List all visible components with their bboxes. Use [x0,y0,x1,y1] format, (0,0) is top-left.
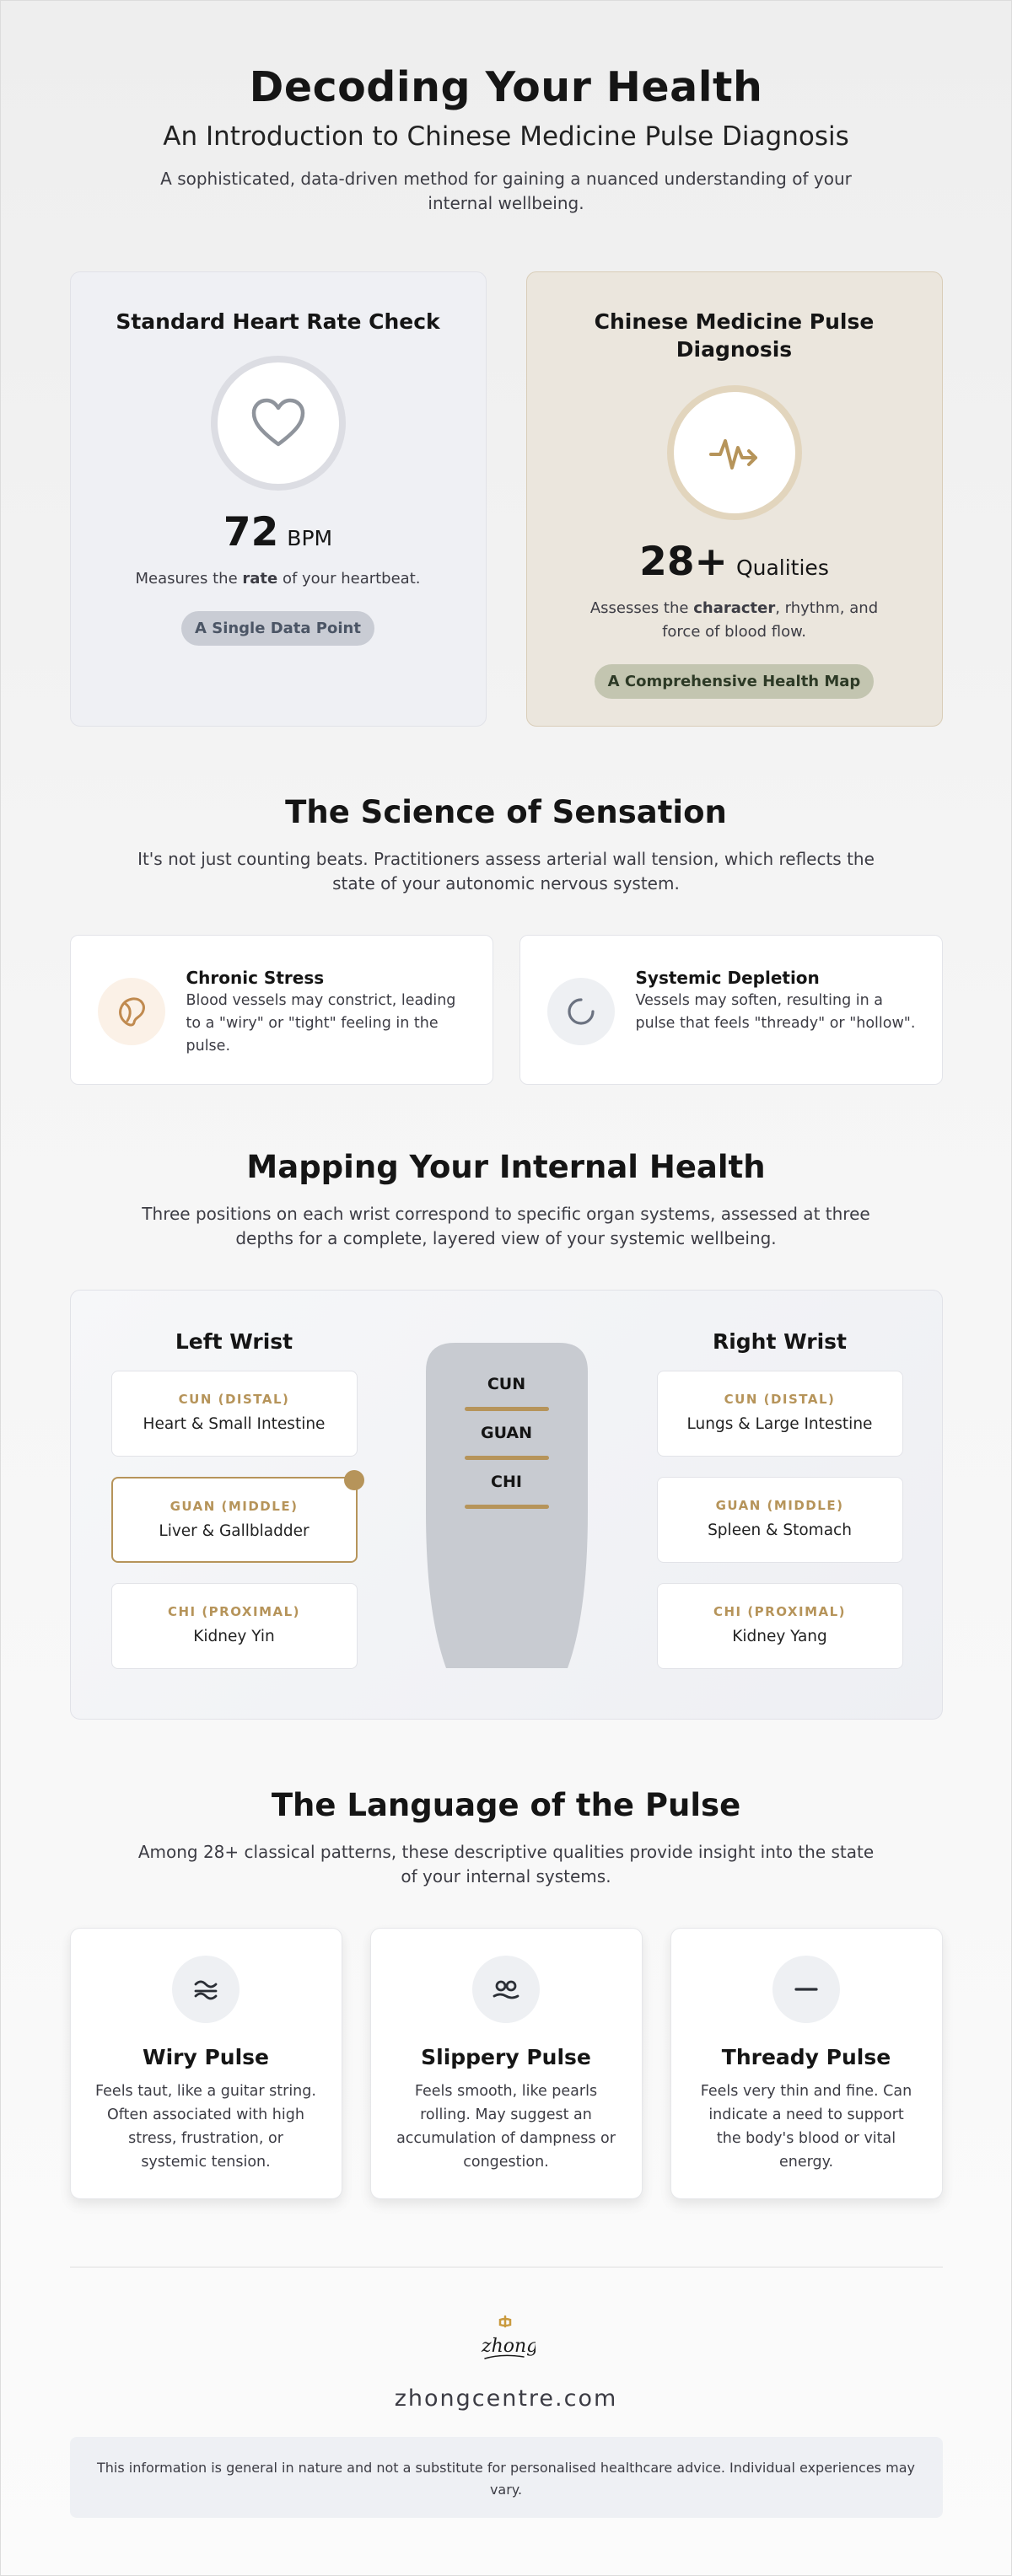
bpm-metric [71,509,486,555]
desc-text: of your heartbeat. [277,570,421,588]
qualities-value: 28+ [639,539,728,585]
wrist-marker-chi [465,1505,549,1509]
sensation-cards [70,935,943,1085]
wrist-diagram [426,1343,588,1668]
section-title: The Language of the Pulse [271,1787,741,1823]
left-wrist-title: Left Wrist [175,1329,293,1354]
card-title: Chronic Stress [186,968,325,988]
health-map-badge: A Comprehensive Health Map [595,664,875,699]
heart-ring [211,356,346,491]
desc-text: Assesses the [589,599,694,617]
site-url[interactable]: zhongcentre.com [394,2385,618,2412]
systemic-depletion-card [519,935,943,1085]
position-organ: Spleen & Stomach [708,1521,852,1539]
card-text: Feels taut, like a guitar string. Often associated with high stress, frustration, or systemic tension. [95,2083,316,2171]
comparison-section [70,271,943,727]
zhong-logo[interactable] [476,2310,536,2369]
thin-line-icon [772,1956,840,2023]
position-guan-right[interactable] [657,1477,903,1563]
active-marker [344,1470,364,1490]
card-title: Chinese Medicine Pulse Diagnosis [594,309,875,362]
position-label: CHI (PROXIMAL) [167,1604,301,1619]
section-title: The Science of Sensation [285,794,727,830]
card-title: Systemic Depletion [635,968,820,988]
depletion-icon [547,978,615,1045]
position-label: GUAN (MIDDLE) [715,1498,844,1513]
wrist-label-guan: GUAN [480,1424,533,1442]
footer [70,2267,943,2518]
pulse-icon [708,431,761,475]
wrist-label-chi: CHI [491,1473,522,1491]
card-description [527,597,942,644]
card-text: Blood vessels may constrict, leading to a "wiry" or "tight" feeling in the pulse. [186,992,456,1055]
desc-emphasis: character [693,599,776,617]
desc-text: Measures the [135,570,243,588]
pulse-ring [667,385,802,520]
bpm-value: 72 [223,509,279,555]
constriction-icon [98,978,165,1045]
qualities-metric [527,539,942,585]
position-organ: Heart & Small Intestine [143,1415,326,1433]
slippery-pulse-card [370,1928,643,2199]
standard-heart-rate-card [70,271,487,727]
disclaimer: This information is general in nature and not a substitute for personalised healthcare advice. Individual experiences may vary. [70,2437,943,2518]
wiry-pulse-card [70,1928,342,2199]
hero-description: A sophisticated, data-driven method for gaining a nuanced understanding of your internal wellbeing. [160,169,852,213]
section-subtitle: Among 28+ classical patterns, these descriptive qualities provide insight into the state of your internal systems. [137,1842,875,1886]
card-text: Vessels may soften, resulting in a pulse that feels "thready" or "hollow". [635,992,916,1032]
position-organ: Kidney Yin [193,1628,275,1645]
position-cun-right[interactable] [657,1371,903,1457]
right-wrist-column [657,1329,903,1689]
section-subtitle: Three positions on each wrist correspond to specific organ systems, assessed at three depths for a complete, layered view of your systemic wellbeing. [142,1204,870,1248]
mapping-section [70,1149,943,1720]
single-data-point-badge: A Single Data Point [181,611,374,646]
desc-emphasis: rate [242,570,278,588]
chronic-stress-card [70,935,493,1085]
card-text: Feels very thin and fine. Can indicate a need to support the body's blood or vital energy. [700,2083,912,2171]
position-organ: Lungs & Large Intestine [686,1415,873,1433]
content-wrapper [70,1,943,2518]
wrist-marker-guan [465,1456,549,1460]
page-title: Decoding Your Health [249,63,763,111]
right-wrist-title: Right Wrist [712,1329,848,1354]
wrist-label-cun: CUN [487,1375,526,1393]
position-chi-left[interactable] [111,1583,358,1669]
pearls-icon [472,1956,540,2023]
card-text: Feels smooth, like pearls rolling. May suggest an accumulation of dampness or congestion. [396,2083,616,2171]
section-subtitle: It's not just counting beats. Practitioners assess arterial wall tension, which reflects the state of your autonomic nervous system. [137,849,875,894]
hero [70,1,943,216]
bpm-unit: BPM [287,526,333,550]
qualities-unit: Qualities [735,555,829,580]
position-label: CUN (DISTAL) [178,1392,290,1407]
card-description [71,567,486,591]
card-title: Thready Pulse [721,2045,891,2069]
wrist-map [70,1290,943,1720]
card-title: Slippery Pulse [421,2045,591,2069]
position-organ: Liver & Gallbladder [159,1522,310,1540]
position-label: CHI (PROXIMAL) [713,1604,847,1619]
wiry-wave-icon [172,1956,240,2023]
left-wrist-column [111,1329,358,1689]
heart-icon [250,398,306,448]
position-chi-right[interactable] [657,1583,903,1669]
card-title: Standard Heart Rate Check [116,309,440,334]
page-subtitle: An Introduction to Chinese Medicine Pulse Diagnosis [163,121,849,152]
position-organ: Kidney Yang [732,1628,827,1645]
thready-pulse-card [670,1928,943,2199]
svg-text:zhong: zhong [482,2336,536,2357]
language-section [70,1787,943,2199]
card-title: Wiry Pulse [143,2045,269,2069]
wrist-marker-cun [465,1407,549,1411]
pulse-cards [70,1928,943,2199]
chinese-pulse-card [526,271,943,727]
section-title: Mapping Your Internal Health [246,1149,766,1185]
position-cun-left[interactable] [111,1371,358,1457]
position-label: CUN (DISTAL) [724,1392,836,1407]
desc-text: , rhythm, and force of blood flow. [662,599,879,641]
position-label: GUAN (MIDDLE) [170,1499,299,1514]
position-guan-left[interactable] [111,1477,358,1563]
science-section [70,794,943,1085]
